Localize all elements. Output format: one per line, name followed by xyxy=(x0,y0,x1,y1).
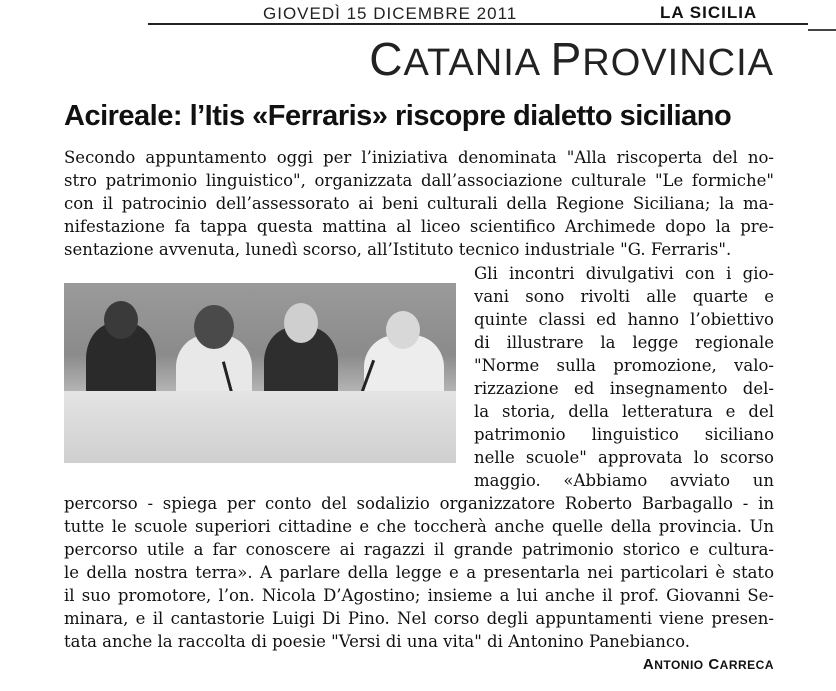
text-line: rizzazione ed insegnamento del- xyxy=(474,379,774,398)
paragraph-2 xyxy=(474,262,774,492)
speaker-4-head xyxy=(386,311,420,349)
text-line: tutte le scuole superiori cittadine e che toccherà anche quelle della provincia. Un xyxy=(64,517,774,536)
text-line: percorso utile a far conoscere ai ragazzi il grande patrimonio storico e cultura- xyxy=(64,540,774,559)
paragraph-1 xyxy=(64,146,774,261)
text-line: "Norme sulla promozione, valo- xyxy=(474,356,774,375)
speaker-3-head xyxy=(284,303,318,343)
issue-date: GIOVEDÌ 15 DICEMBRE 2011 xyxy=(263,4,518,23)
text-line: il suo promotore, l’on. Nicola D’Agostino; insieme a lui anche il prof. Giovanni Se- xyxy=(64,586,774,605)
text-line: Secondo appuntamento oggi per l’iniziativa denominata "Alla riscoperta del no- xyxy=(64,148,774,167)
paragraph-3 xyxy=(64,492,774,653)
headline: Acireale: l’Itis «Ferraris» riscopre dialetto siciliano xyxy=(64,100,732,132)
text-line: percorso - spiega per conto del sodalizio organizzatore Roberto Barbagallo - in xyxy=(64,494,774,513)
text-line: tata anche la raccolta di poesie "Versi di una vita" di Antonino Panebianco. xyxy=(64,632,690,651)
speaker-2-head xyxy=(194,305,234,349)
byline: ANTONIO CARRECA xyxy=(642,656,774,673)
section-title: CATANIA PROVINCIA xyxy=(369,33,774,85)
text-line: sentazione avvenuta, lunedì scorso, all’Istituto tecnico industriale "G. Ferraris". xyxy=(64,240,732,259)
text-line: quinte classi ed hanno l’obiettivo xyxy=(474,310,774,329)
article-photo xyxy=(64,283,456,463)
header-rule xyxy=(148,23,808,25)
text-line: le della nostra terra». A parlare della legge e a presentarla nei particolari è stato xyxy=(64,563,774,582)
text-line: minara, e il cantastorie Luigi Di Pino. Nel corso degli appuntamenti viene presen- xyxy=(64,609,774,628)
text-line: la storia, della letteratura e del xyxy=(474,402,774,421)
text-line: maggio. «Abbiamo avviato un xyxy=(474,471,774,490)
speaker-1-head xyxy=(104,301,138,339)
text-line: vani sono rivolti alle quarte e xyxy=(474,287,774,306)
newspaper-name: LA SICILIA xyxy=(660,3,758,22)
text-line: con il patrocinio dell’assessorato ai beni culturali della Regione Siciliana; la ma- xyxy=(64,194,774,213)
text-line: nifestazione fa tappa questa mattina al liceo scientifico Archimede dopo la pre- xyxy=(64,217,774,236)
text-line: stro patrimonio linguistico", organizzata dall’associazione culturale "Le formiche" xyxy=(64,171,774,190)
text-line: nelle scuole" approvata lo scorso xyxy=(474,448,774,467)
text-line: patrimonio linguistico siciliano xyxy=(474,425,774,444)
text-line: di illustrare la legge regionale xyxy=(474,333,774,352)
header-rule-right xyxy=(808,29,836,31)
text-line: Gli incontri divulgativi con i gio- xyxy=(474,264,774,283)
conference-table xyxy=(64,391,456,463)
page-header xyxy=(0,0,836,26)
